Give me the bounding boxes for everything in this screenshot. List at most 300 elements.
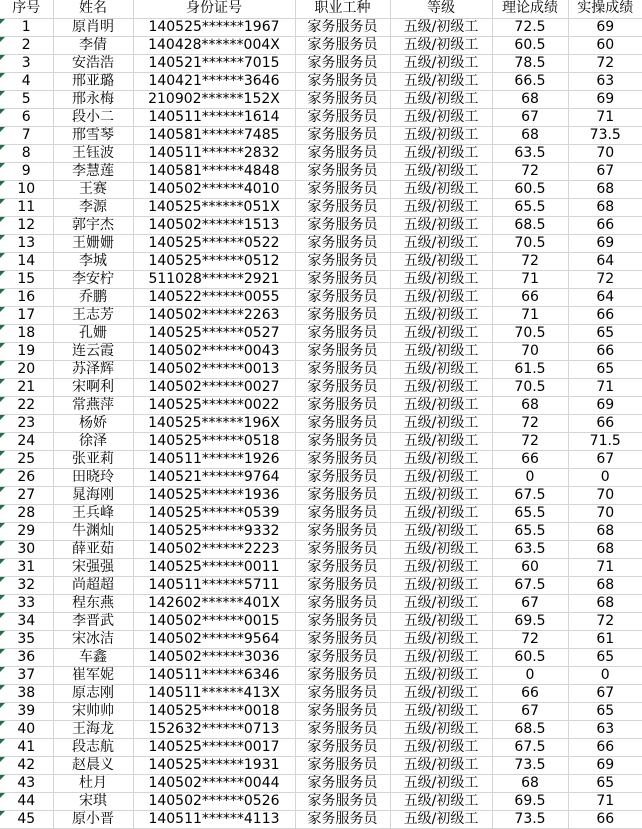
cell-no[interactable] <box>0 396 53 414</box>
cell-job[interactable]: 家务服务员 <box>295 594 390 612</box>
cell-job[interactable]: 家务服务员 <box>295 36 390 54</box>
cell-job[interactable]: 家务服务员 <box>295 702 390 720</box>
cell-practical[interactable]: 0 <box>568 468 642 486</box>
cell-level[interactable]: 五级/初级工 <box>390 270 492 288</box>
cell-job[interactable]: 家务服务员 <box>295 54 390 72</box>
cell-no[interactable] <box>0 360 53 378</box>
cell-name[interactable]: 原小晋 <box>53 810 133 828</box>
cell-id[interactable]: 140525******0522 <box>133 234 295 252</box>
cell-no[interactable] <box>0 486 53 504</box>
cell-practical[interactable]: 0 <box>568 666 642 684</box>
cell-no[interactable] <box>0 306 53 324</box>
cell-theory[interactable]: 0 <box>492 666 568 684</box>
cell-theory[interactable]: 69.5 <box>492 792 568 810</box>
cell-practical[interactable]: 68 <box>568 540 642 558</box>
cell-no[interactable] <box>0 342 53 360</box>
cell-job[interactable]: 家务服务员 <box>295 432 390 450</box>
cell-name[interactable]: 王姗姗 <box>53 234 133 252</box>
cell-id[interactable]: 140502******0526 <box>133 792 295 810</box>
cell-theory[interactable]: 72 <box>492 162 568 180</box>
cell-theory[interactable]: 73.5 <box>492 810 568 828</box>
cell-job[interactable]: 家务服务员 <box>295 216 390 234</box>
cell-job[interactable]: 家务服务员 <box>295 234 390 252</box>
cell-job[interactable]: 家务服务员 <box>295 108 390 126</box>
cell-name[interactable]: 段志航 <box>53 738 133 756</box>
cell-theory[interactable]: 65.5 <box>492 198 568 216</box>
cell-level[interactable]: 五级/初级工 <box>390 252 492 270</box>
cell-name[interactable]: 苏泽辉 <box>53 360 133 378</box>
cell-no[interactable] <box>0 792 53 810</box>
cell-name[interactable]: 常燕萍 <box>53 396 133 414</box>
cell-level[interactable]: 五级/初级工 <box>390 558 492 576</box>
cell-practical[interactable]: 65 <box>568 774 642 792</box>
cell-theory[interactable]: 70.5 <box>492 324 568 342</box>
cell-id[interactable]: 140522******0055 <box>133 288 295 306</box>
cell-no[interactable] <box>0 522 53 540</box>
cell-name[interactable]: 原志刚 <box>53 684 133 702</box>
cell-practical[interactable]: 72 <box>568 54 642 72</box>
cell-name[interactable]: 宋帅帅 <box>53 702 133 720</box>
cell-practical[interactable]: 66 <box>568 414 642 432</box>
cell-name[interactable]: 宋啊利 <box>53 378 133 396</box>
cell-job[interactable]: 家务服务员 <box>295 630 390 648</box>
cell-job[interactable]: 家务服务员 <box>295 576 390 594</box>
cell-practical[interactable]: 69 <box>568 90 642 108</box>
cell-practical[interactable]: 69 <box>568 396 642 414</box>
cell-theory[interactable]: 71 <box>492 270 568 288</box>
cell-name[interactable]: 邢亚璐 <box>53 72 133 90</box>
cell-no[interactable] <box>0 684 53 702</box>
cell-job[interactable]: 家务服务员 <box>295 666 390 684</box>
cell-job[interactable]: 家务服务员 <box>295 522 390 540</box>
cell-id[interactable]: 140525******0518 <box>133 432 295 450</box>
cell-practical[interactable]: 73.5 <box>568 126 642 144</box>
cell-no[interactable] <box>0 414 53 432</box>
cell-theory[interactable]: 72.5 <box>492 18 568 36</box>
cell-name[interactable]: 邢雪琴 <box>53 126 133 144</box>
cell-level[interactable]: 五级/初级工 <box>390 72 492 90</box>
cell-theory[interactable]: 65.5 <box>492 504 568 522</box>
cell-level[interactable]: 五级/初级工 <box>390 702 492 720</box>
cell-no[interactable] <box>0 72 53 90</box>
cell-theory[interactable]: 60 <box>492 558 568 576</box>
cell-id[interactable]: 140511******6346 <box>133 666 295 684</box>
cell-practical[interactable]: 71.5 <box>568 432 642 450</box>
cell-theory[interactable]: 67.5 <box>492 738 568 756</box>
cell-job[interactable]: 家务服务员 <box>295 252 390 270</box>
cell-practical[interactable]: 68 <box>568 180 642 198</box>
cell-theory[interactable]: 73.5 <box>492 756 568 774</box>
cell-job[interactable]: 家务服务员 <box>295 18 390 36</box>
cell-practical[interactable]: 72 <box>568 270 642 288</box>
cell-job[interactable]: 家务服务员 <box>295 810 390 828</box>
cell-id[interactable]: 140502******4010 <box>133 180 295 198</box>
cell-level[interactable]: 五级/初级工 <box>390 18 492 36</box>
cell-no[interactable] <box>0 810 53 828</box>
cell-no[interactable] <box>0 324 53 342</box>
cell-name[interactable]: 李晋武 <box>53 612 133 630</box>
cell-practical[interactable]: 60 <box>568 36 642 54</box>
cell-id[interactable]: 140511******1926 <box>133 450 295 468</box>
cell-level[interactable]: 五级/初级工 <box>390 90 492 108</box>
cell-practical[interactable]: 66 <box>568 810 642 828</box>
cell-level[interactable]: 五级/初级工 <box>390 594 492 612</box>
cell-id[interactable]: 140525******1936 <box>133 486 295 504</box>
cell-level[interactable]: 五级/初级工 <box>390 378 492 396</box>
cell-job[interactable]: 家务服务员 <box>295 90 390 108</box>
cell-job[interactable]: 家务服务员 <box>295 306 390 324</box>
cell-level[interactable]: 五级/初级工 <box>390 792 492 810</box>
cell-id[interactable]: 140525******1931 <box>133 756 295 774</box>
cell-name[interactable]: 王兵峰 <box>53 504 133 522</box>
cell-level[interactable]: 五级/初级工 <box>390 504 492 522</box>
cell-practical[interactable]: 68 <box>568 576 642 594</box>
cell-id[interactable]: 152632******0713 <box>133 720 295 738</box>
cell-id[interactable]: 140525******0527 <box>133 324 295 342</box>
cell-name[interactable]: 车鑫 <box>53 648 133 666</box>
cell-id[interactable]: 140521******7015 <box>133 54 295 72</box>
cell-practical[interactable]: 61 <box>568 630 642 648</box>
cell-no[interactable] <box>0 504 53 522</box>
cell-practical[interactable]: 71 <box>568 378 642 396</box>
cell-level[interactable]: 五级/初级工 <box>390 810 492 828</box>
cell-level[interactable]: 五级/初级工 <box>390 180 492 198</box>
cell-practical[interactable]: 66 <box>568 216 642 234</box>
cell-theory[interactable]: 66 <box>492 450 568 468</box>
cell-theory[interactable]: 72 <box>492 414 568 432</box>
cell-name[interactable]: 杜月 <box>53 774 133 792</box>
cell-theory[interactable]: 67.5 <box>492 486 568 504</box>
cell-no[interactable] <box>0 702 53 720</box>
cell-level[interactable]: 五级/初级工 <box>390 720 492 738</box>
cell-level[interactable]: 五级/初级工 <box>390 576 492 594</box>
cell-id[interactable]: 140525******0512 <box>133 252 295 270</box>
cell-theory[interactable]: 72 <box>492 630 568 648</box>
cell-level[interactable]: 五级/初级工 <box>390 648 492 666</box>
cell-id[interactable]: 140525******0017 <box>133 738 295 756</box>
cell-level[interactable]: 五级/初级工 <box>390 360 492 378</box>
cell-no[interactable] <box>0 450 53 468</box>
cell-practical[interactable]: 63 <box>568 720 642 738</box>
cell-name[interactable]: 郭宇杰 <box>53 216 133 234</box>
cell-name[interactable]: 李源 <box>53 198 133 216</box>
cell-id[interactable]: 140525******0022 <box>133 396 295 414</box>
cell-no[interactable] <box>0 594 53 612</box>
cell-job[interactable]: 家务服务员 <box>295 270 390 288</box>
cell-theory[interactable]: 60.5 <box>492 648 568 666</box>
cell-name[interactable]: 王钰波 <box>53 144 133 162</box>
cell-practical[interactable]: 70 <box>568 144 642 162</box>
cell-no[interactable] <box>0 234 53 252</box>
cell-no[interactable] <box>0 756 53 774</box>
cell-no[interactable] <box>0 432 53 450</box>
cell-job[interactable]: 家务服务员 <box>295 414 390 432</box>
cell-id[interactable]: 140502******0015 <box>133 612 295 630</box>
cell-practical[interactable]: 65 <box>568 360 642 378</box>
cell-id[interactable]: 140581******4848 <box>133 162 295 180</box>
cell-no[interactable] <box>0 558 53 576</box>
cell-no[interactable] <box>0 630 53 648</box>
cell-no[interactable] <box>0 162 53 180</box>
cell-practical[interactable]: 71 <box>568 108 642 126</box>
cell-level[interactable]: 五级/初级工 <box>390 36 492 54</box>
cell-practical[interactable]: 68 <box>568 594 642 612</box>
cell-no[interactable] <box>0 252 53 270</box>
cell-no[interactable] <box>0 90 53 108</box>
cell-id[interactable]: 140525******196X <box>133 414 295 432</box>
cell-id[interactable]: 140502******0043 <box>133 342 295 360</box>
cell-no[interactable] <box>0 288 53 306</box>
cell-theory[interactable]: 60.5 <box>492 180 568 198</box>
cell-practical[interactable]: 63 <box>568 72 642 90</box>
cell-id[interactable]: 140502******0013 <box>133 360 295 378</box>
cell-job[interactable]: 家务服务员 <box>295 540 390 558</box>
cell-name[interactable]: 孔姗 <box>53 324 133 342</box>
cell-name[interactable]: 邢永梅 <box>53 90 133 108</box>
cell-no[interactable] <box>0 648 53 666</box>
cell-level[interactable]: 五级/初级工 <box>390 612 492 630</box>
cell-practical[interactable]: 64 <box>568 252 642 270</box>
cell-theory[interactable]: 68 <box>492 126 568 144</box>
cell-name[interactable]: 田晓玲 <box>53 468 133 486</box>
cell-no[interactable] <box>0 576 53 594</box>
cell-name[interactable]: 原肖明 <box>53 18 133 36</box>
cell-no[interactable] <box>0 720 53 738</box>
cell-id[interactable]: 140511******1614 <box>133 108 295 126</box>
cell-no[interactable] <box>0 468 53 486</box>
cell-name[interactable]: 乔鹏 <box>53 288 133 306</box>
cell-id[interactable]: 142602******401X <box>133 594 295 612</box>
cell-level[interactable]: 五级/初级工 <box>390 684 492 702</box>
cell-id[interactable]: 140502******3036 <box>133 648 295 666</box>
cell-theory[interactable]: 68 <box>492 396 568 414</box>
cell-level[interactable]: 五级/初级工 <box>390 468 492 486</box>
cell-name[interactable]: 宋冰洁 <box>53 630 133 648</box>
cell-practical[interactable]: 67 <box>568 162 642 180</box>
cell-id[interactable]: 140421******3646 <box>133 72 295 90</box>
cell-id[interactable]: 140525******0018 <box>133 702 295 720</box>
cell-level[interactable]: 五级/初级工 <box>390 486 492 504</box>
cell-name[interactable]: 李倩 <box>53 36 133 54</box>
cell-no[interactable] <box>0 126 53 144</box>
cell-no[interactable] <box>0 612 53 630</box>
cell-theory[interactable]: 70.5 <box>492 378 568 396</box>
cell-practical[interactable]: 71 <box>568 558 642 576</box>
cell-theory[interactable]: 66.5 <box>492 72 568 90</box>
cell-id[interactable]: 140525******0539 <box>133 504 295 522</box>
cell-level[interactable]: 五级/初级工 <box>390 144 492 162</box>
cell-no[interactable] <box>0 666 53 684</box>
cell-practical[interactable]: 67 <box>568 684 642 702</box>
cell-name[interactable]: 程东燕 <box>53 594 133 612</box>
cell-theory[interactable]: 61.5 <box>492 360 568 378</box>
cell-id[interactable]: 511028******2921 <box>133 270 295 288</box>
cell-id[interactable]: 140521******9764 <box>133 468 295 486</box>
cell-id[interactable]: 140511******4113 <box>133 810 295 828</box>
cell-job[interactable]: 家务服务员 <box>295 756 390 774</box>
cell-job[interactable]: 家务服务员 <box>295 558 390 576</box>
cell-no[interactable] <box>0 18 53 36</box>
cell-name[interactable]: 李安柠 <box>53 270 133 288</box>
cell-job[interactable]: 家务服务员 <box>295 486 390 504</box>
cell-id[interactable]: 140511******413X <box>133 684 295 702</box>
cell-id[interactable]: 140502******2263 <box>133 306 295 324</box>
cell-no[interactable] <box>0 144 53 162</box>
cell-no[interactable] <box>0 270 53 288</box>
cell-job[interactable]: 家务服务员 <box>295 198 390 216</box>
cell-theory[interactable]: 67.5 <box>492 576 568 594</box>
cell-job[interactable]: 家务服务员 <box>295 774 390 792</box>
cell-name[interactable]: 尚超超 <box>53 576 133 594</box>
cell-no[interactable] <box>0 540 53 558</box>
cell-level[interactable]: 五级/初级工 <box>390 342 492 360</box>
cell-practical[interactable]: 69 <box>568 234 642 252</box>
cell-practical[interactable]: 70 <box>568 504 642 522</box>
cell-practical[interactable]: 69 <box>568 18 642 36</box>
cell-theory[interactable]: 66 <box>492 684 568 702</box>
cell-level[interactable]: 五级/初级工 <box>390 126 492 144</box>
cell-id[interactable]: 140502******1513 <box>133 216 295 234</box>
cell-theory[interactable]: 65.5 <box>492 522 568 540</box>
cell-theory[interactable]: 67 <box>492 594 568 612</box>
cell-job[interactable]: 家务服务员 <box>295 720 390 738</box>
cell-no[interactable] <box>0 180 53 198</box>
cell-job[interactable]: 家务服务员 <box>295 738 390 756</box>
cell-name[interactable]: 赵晨义 <box>53 756 133 774</box>
cell-practical[interactable]: 65 <box>568 324 642 342</box>
cell-name[interactable]: 李慧莲 <box>53 162 133 180</box>
cell-job[interactable]: 家务服务员 <box>295 72 390 90</box>
cell-name[interactable]: 薛亚茹 <box>53 540 133 558</box>
cell-level[interactable]: 五级/初级工 <box>390 198 492 216</box>
cell-level[interactable]: 五级/初级工 <box>390 432 492 450</box>
cell-theory[interactable]: 68.5 <box>492 216 568 234</box>
cell-name[interactable]: 杨娇 <box>53 414 133 432</box>
cell-level[interactable]: 五级/初级工 <box>390 450 492 468</box>
cell-id[interactable]: 140428******004X <box>133 36 295 54</box>
cell-job[interactable]: 家务服务员 <box>295 450 390 468</box>
cell-level[interactable]: 五级/初级工 <box>390 306 492 324</box>
cell-level[interactable]: 五级/初级工 <box>390 666 492 684</box>
cell-practical[interactable]: 71 <box>568 792 642 810</box>
cell-level[interactable]: 五级/初级工 <box>390 630 492 648</box>
cell-name[interactable]: 段小二 <box>53 108 133 126</box>
cell-name[interactable]: 牛渊灿 <box>53 522 133 540</box>
cell-job[interactable]: 家务服务员 <box>295 180 390 198</box>
cell-no[interactable] <box>0 774 53 792</box>
cell-theory[interactable]: 69.5 <box>492 612 568 630</box>
cell-theory[interactable]: 60.5 <box>492 36 568 54</box>
cell-level[interactable]: 五级/初级工 <box>390 234 492 252</box>
cell-practical[interactable]: 64 <box>568 288 642 306</box>
cell-id[interactable]: 140502******0044 <box>133 774 295 792</box>
cell-no[interactable] <box>0 216 53 234</box>
cell-job[interactable]: 家务服务员 <box>295 612 390 630</box>
cell-theory[interactable]: 68.5 <box>492 720 568 738</box>
cell-level[interactable]: 五级/初级工 <box>390 756 492 774</box>
cell-theory[interactable]: 70.5 <box>492 234 568 252</box>
cell-level[interactable]: 五级/初级工 <box>390 522 492 540</box>
cell-level[interactable]: 五级/初级工 <box>390 54 492 72</box>
cell-name[interactable]: 连云霞 <box>53 342 133 360</box>
cell-theory[interactable]: 72 <box>492 432 568 450</box>
cell-job[interactable]: 家务服务员 <box>295 504 390 522</box>
cell-name[interactable]: 王海龙 <box>53 720 133 738</box>
cell-practical[interactable]: 67 <box>568 450 642 468</box>
cell-job[interactable]: 家务服务员 <box>295 360 390 378</box>
cell-job[interactable]: 家务服务员 <box>295 378 390 396</box>
cell-name[interactable]: 宋琪 <box>53 792 133 810</box>
cell-name[interactable]: 安浩浩 <box>53 54 133 72</box>
cell-name[interactable]: 张亚莉 <box>53 450 133 468</box>
cell-practical[interactable]: 66 <box>568 342 642 360</box>
cell-id[interactable]: 140511******2832 <box>133 144 295 162</box>
cell-no[interactable] <box>0 108 53 126</box>
cell-no[interactable] <box>0 738 53 756</box>
cell-id[interactable]: 140502******9564 <box>133 630 295 648</box>
cell-level[interactable]: 五级/初级工 <box>390 414 492 432</box>
cell-theory[interactable]: 68 <box>492 774 568 792</box>
cell-no[interactable] <box>0 36 53 54</box>
cell-theory[interactable]: 70 <box>492 342 568 360</box>
cell-name[interactable]: 崔军妮 <box>53 666 133 684</box>
cell-no[interactable] <box>0 54 53 72</box>
cell-theory[interactable]: 0 <box>492 468 568 486</box>
cell-level[interactable]: 五级/初级工 <box>390 396 492 414</box>
cell-level[interactable]: 五级/初级工 <box>390 324 492 342</box>
cell-job[interactable]: 家务服务员 <box>295 792 390 810</box>
cell-practical[interactable]: 66 <box>568 738 642 756</box>
cell-practical[interactable]: 68 <box>568 522 642 540</box>
cell-id[interactable]: 140525******1967 <box>133 18 295 36</box>
cell-id[interactable]: 140525******051X <box>133 198 295 216</box>
cell-id[interactable]: 210902******152X <box>133 90 295 108</box>
cell-id[interactable]: 140525******0011 <box>133 558 295 576</box>
cell-job[interactable]: 家务服务员 <box>295 648 390 666</box>
cell-name[interactable]: 李城 <box>53 252 133 270</box>
cell-practical[interactable]: 65 <box>568 702 642 720</box>
cell-level[interactable]: 五级/初级工 <box>390 288 492 306</box>
cell-theory[interactable]: 71 <box>492 306 568 324</box>
cell-id[interactable]: 140511******5711 <box>133 576 295 594</box>
cell-job[interactable]: 家务服务员 <box>295 396 390 414</box>
cell-theory[interactable]: 66 <box>492 288 568 306</box>
cell-theory[interactable]: 78.5 <box>492 54 568 72</box>
cell-level[interactable]: 五级/初级工 <box>390 738 492 756</box>
cell-level[interactable]: 五级/初级工 <box>390 216 492 234</box>
cell-name[interactable]: 徐泽 <box>53 432 133 450</box>
cell-theory[interactable]: 63.5 <box>492 144 568 162</box>
cell-practical[interactable]: 66 <box>568 306 642 324</box>
cell-job[interactable]: 家务服务员 <box>295 162 390 180</box>
cell-practical[interactable]: 72 <box>568 612 642 630</box>
cell-level[interactable]: 五级/初级工 <box>390 108 492 126</box>
cell-job[interactable]: 家务服务员 <box>295 288 390 306</box>
cell-level[interactable]: 五级/初级工 <box>390 162 492 180</box>
cell-name[interactable]: 宋强强 <box>53 558 133 576</box>
cell-id[interactable]: 140502******0027 <box>133 378 295 396</box>
cell-theory[interactable]: 67 <box>492 108 568 126</box>
cell-name[interactable]: 王赛 <box>53 180 133 198</box>
cell-theory[interactable]: 67 <box>492 702 568 720</box>
cell-job[interactable]: 家务服务员 <box>295 126 390 144</box>
cell-id[interactable]: 140502******2223 <box>133 540 295 558</box>
cell-theory[interactable]: 68 <box>492 90 568 108</box>
cell-job[interactable]: 家务服务员 <box>295 468 390 486</box>
cell-name[interactable]: 晁海刚 <box>53 486 133 504</box>
cell-no[interactable] <box>0 378 53 396</box>
cell-level[interactable]: 五级/初级工 <box>390 774 492 792</box>
